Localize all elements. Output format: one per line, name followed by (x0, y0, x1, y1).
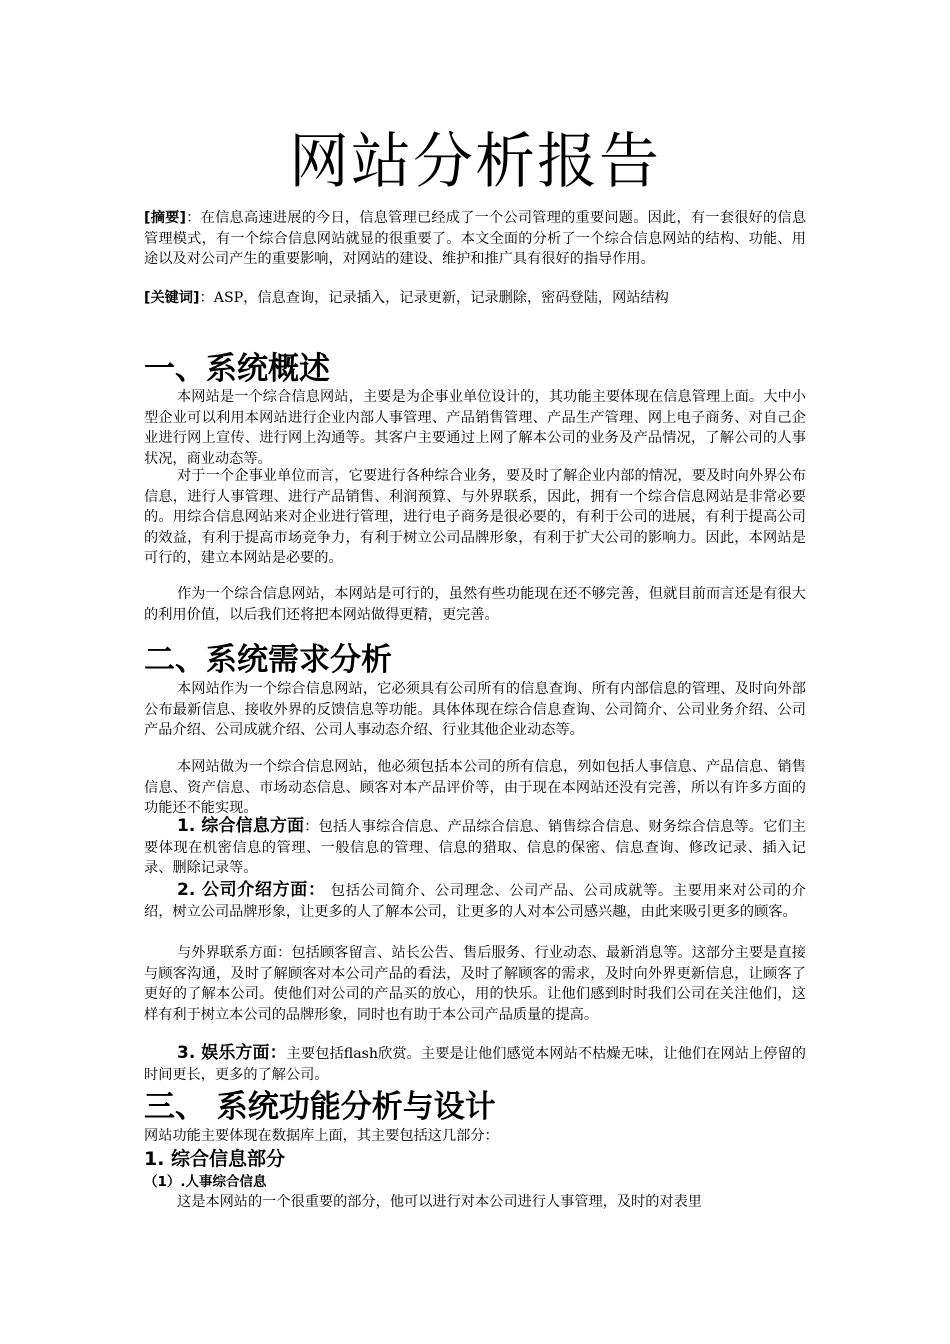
section-heading-requirements: 二、系统需求分析 (144, 642, 392, 678)
design-subheading-1: 1. 综合信息部分 (144, 1148, 286, 1170)
overview-paragraph-2: 对于一个企事业单位而言，它要进行各种综合业务，要及时了解企业内部的情况，要及时向外界公布信息，进行人事管理、进行产品销售、利润预算、与外界联系，因此，拥有一个综合信息网站是非常必要的。用综合信息网站来对企业进行管理，进行电子商务是很必要的，有利于公司的进展，有利于提高公司的效益，有利于提高市场竞争力，有利于树立公司品牌形象，有利于扩大公司的影响力。因此，本网站是可行的，建立本网站是必要的。 (144, 468, 806, 566)
requirements-paragraph-2: 本网站做为一个综合信息网站，他必须包括本公司的所有信息，列如包括人事信息、产品信息、销售信息、资产信息、市场动态信息、顾客对本产品评价等，由于现在本网站还没有完善，所以有许多方面的功能还不能实现。 (144, 759, 806, 816)
design-paragraph-1: 这是本网站的一个很重要的部分，他可以进行对本公司进行人事管理，及时的对表里 (177, 1194, 702, 1210)
requirements-item-1 (144, 816, 806, 879)
document-title: 网站分析报告 (289, 127, 661, 197)
overview-paragraph-3: 作为一个综合信息网站，本网站是可行的，虽然有些功能现在还不够完善，但就目前而言还是有很大的利用价值，以后我们还将把本网站做得更精，更完善。 (144, 586, 806, 623)
section-heading-overview: 一、系统概述 (144, 351, 330, 387)
requirements-paragraph-3: 与外界联系方面：包括顾客留言、站长公告、售后服务、行业动态、最新消息等。这部分主要是直接与顾客沟通，及时了解顾客对本公司产品的看法，及时了解顾客的需求，及时向外界更新信息，让顾客了更好的了解本公司。使他们对公司的产品买的放心，用的快乐。让他们感到时时我们公司在关注他们，这样有利于树立本公司的品牌形象，同时也有助于本公司产品质量的提高。 (144, 945, 806, 1023)
requirements-item-3 (144, 1043, 806, 1085)
item-1-text: ：包括人事综合信息、产品综合信息、销售综合信息、财务综合信息等。它们主要体现在机密信息的管理、一般信息的管理、信息的猎取、信息的保密、信息查询、修改记录、插入记录、删除记录等。 (144, 819, 806, 876)
section-heading-design: 三、 系统功能分析与设计 (144, 1089, 496, 1125)
design-subheading-1-1: （1）.人事综合信息 (144, 1174, 267, 1190)
item-1-heading: 1. 综合信息方面 (177, 816, 305, 836)
requirements-paragraph-1: 本网站作为一个综合信息网站，它必须具有公司所有的信息查询、所有内部信息的管理、及时向外部公布最新信息、接收外界的反馈信息等功能。具体体现在综合信息查询、公司简介、公司业务介绍、公司产品介绍、公司成就介绍、公司人事动态介绍、行业其他企业动态等。 (144, 681, 806, 738)
design-intro: 网站功能主要体现在数据库上面，其主要包括这几部分： (144, 1128, 499, 1144)
keywords-text: ：ASP，信息查询，记录插入，记录更新，记录删除，密码登陆，网站结构 (199, 290, 669, 306)
item-2-text: 包括公司简介、公司理念、公司产品、公司成就等。主要用来对公司的介绍，树立公司品牌形象，让更多的人了解本公司，让更多的人对本公司感兴趣，由此来吸引更多的顾客。 (144, 883, 806, 920)
keywords-tag: [关键词] (144, 290, 200, 306)
item-2-heading: 2. 公司介绍方面： (177, 880, 326, 900)
keywords-paragraph (144, 288, 806, 309)
abstract-text: ：在信息高速进展的今日，信息管理已经成了一个公司管理的重要问题。因此，有一套很好的信息管理模式，有一个综合信息网站就显的很重要了。本文全面的分析了一个综合信息网站的结构、功能、用途以及对公司产生的重要影响，对网站的建设、维护和推广具有很好的指导作用。 (144, 210, 807, 267)
abstract-paragraph (144, 208, 806, 270)
item-3-heading: 3. 娱乐方面： (177, 1043, 287, 1063)
abstract-tag: [摘要] (144, 210, 187, 226)
item-3-text: 主要包括flash欣赏。主要是让他们感觉本网站不枯燥无味，让他们在网站上停留的时间更长，更多的了解公司。 (144, 1046, 806, 1083)
overview-paragraph-1: 本网站是一个综合信息网站，主要是为企事业单位设计的，其功能主要体现在信息管理上面。大中小型企业可以利用本网站进行企业内部人事管理、产品销售管理、产品生产管理、网上电子商务、对自己企业进行网上宣传、进行网上沟通等。其客户主要通过上网了解本公司的业务及产品情况，了解公司的人事状况，商业动态等。 (144, 389, 806, 467)
requirements-item-2 (144, 880, 806, 922)
